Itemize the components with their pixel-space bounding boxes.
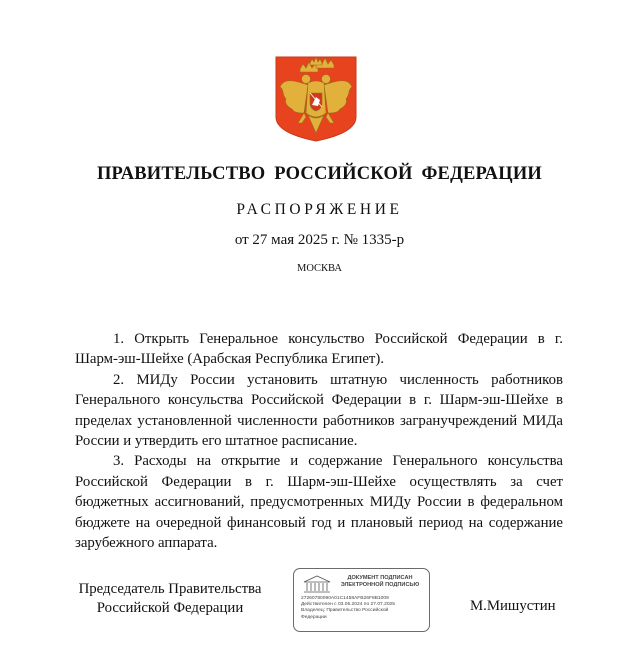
paragraph-1: 1. Открыть Генеральное консульство Российской Федерации в г. Шарм-эш-Шейхе (Арабская Республика Египет).: [75, 331, 563, 368]
paragraph-3: 3. Расходы на открытие и содержание Генерального консульства Российской Федерации в г. Шарм-эш-Шейхе осуществлять за счет бюджетных ассигнований, предусмотренных МИДу России в федеральном бюджете на очередной финансовый год и плановый период на содержание зарубежного аппарата.: [75, 453, 563, 552]
esig-title-line1: ДОКУМЕНТ ПОДПИСАН: [347, 575, 413, 581]
coat-of-arms-icon: [274, 55, 358, 143]
signer-position-line1: Председатель Правительства: [78, 581, 262, 597]
esig-owner-line2: Федерации: [301, 614, 327, 620]
esig-details: [301, 596, 427, 621]
building-icon: [302, 574, 332, 594]
esig-owner-line1: Владелец: Правительство Российской: [301, 608, 389, 614]
document-body: [75, 329, 563, 553]
esig-validity: Действителен с 03.05.2024 по 27.07.2025: [301, 602, 395, 608]
esig-serial: 27260780090A01C1458AFB26F8B1009: [301, 596, 389, 601]
signer-position-line2: Российской Федерации: [96, 599, 244, 616]
electronic-signature-stamp: [293, 568, 430, 632]
esig-title-line2: ЭЛЕКТРОННОЙ ПОДПИСЬЮ: [340, 581, 420, 588]
document-date-number: от 27 мая 2025 г. № 1335-р: [234, 232, 405, 248]
paragraph-2: 2. МИДу России установить штатную численность работников Генерального консульства Российской Федерации в г. Шарм-эш-Шейхе в пределах установленной численности работников загранучреждений МИДа России и утвердить его штатное расписание.: [75, 371, 563, 450]
document-title: ПРАВИТЕЛЬСТВО РОССИЙСКОЙ ФЕДЕРАЦИИ: [96, 164, 543, 184]
document-type: РАСПОРЯЖЕНИЕ: [236, 201, 403, 218]
signer-name: М.Мишустин: [470, 598, 556, 614]
signer-position: [70, 580, 270, 617]
esig-title: [334, 575, 426, 588]
document-city: МОСКВА: [297, 263, 342, 274]
